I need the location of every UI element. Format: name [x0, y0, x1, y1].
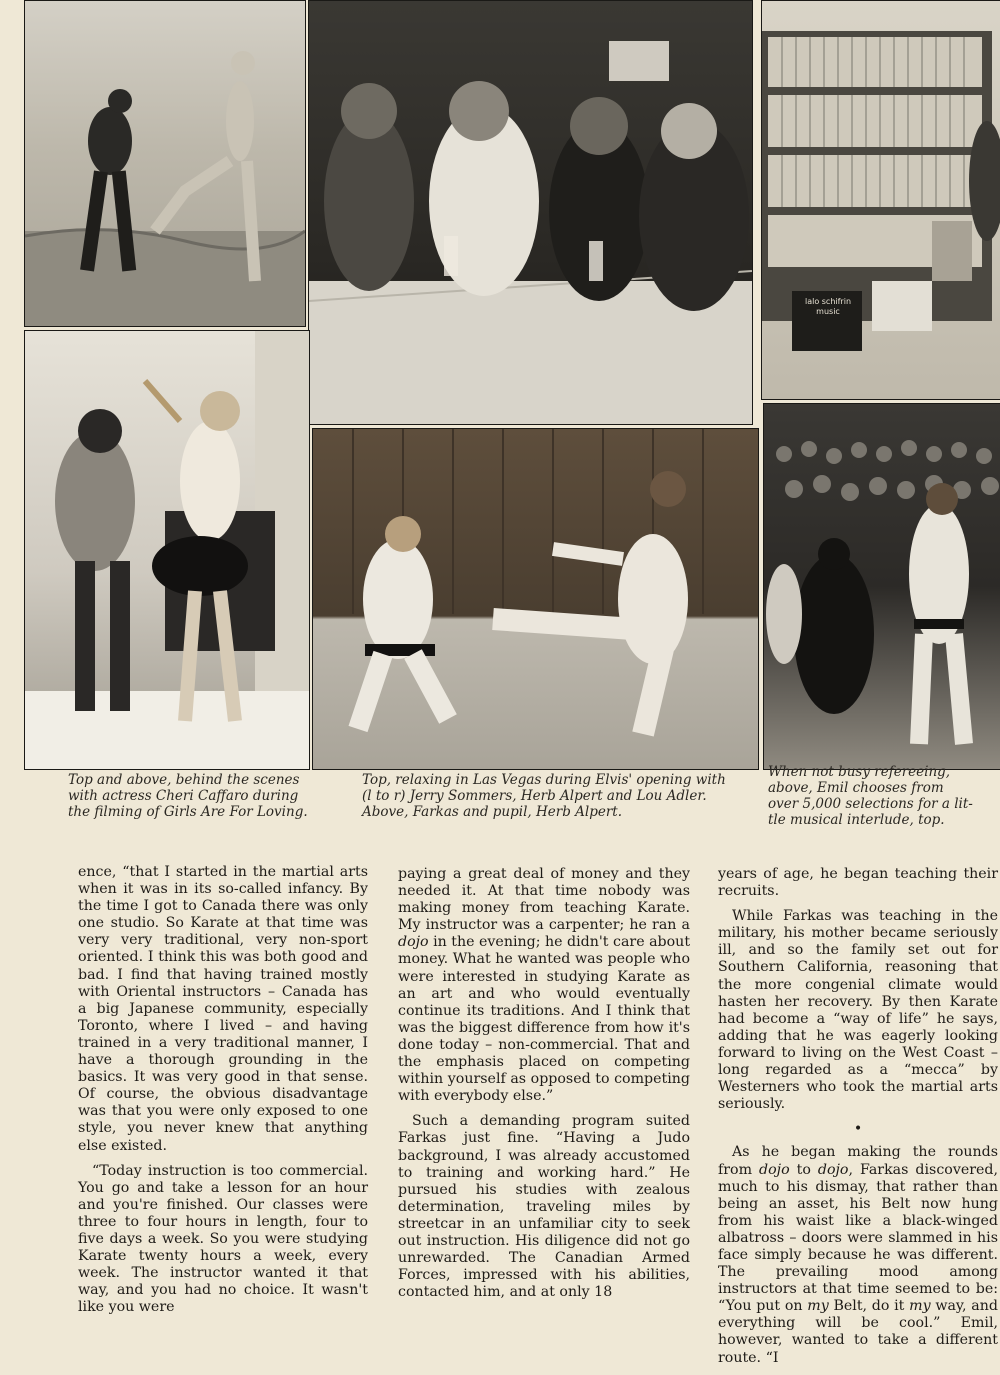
paragraph: ence, “that I started in the martial arts when it was in its so-called infancy. By the time I got to Canada there was only one studio. So Karate at that time was very very traditional, very non-sport oriented. I think this was both good and bad. I find that having trained mostly with Oriental instructors – Canada has a big Japanese community, especially Toronto, where I lived – and having trained in a very traditional manner, I have a thorough grounding in the basics. It was very good in that sense. Of course, the obvious disadvantage was that you were only exposed to one style, you never knew that anything else existed. — [78, 864, 368, 1154]
caption-left: Top and above, behind the scenes with actress Cheri Caffaro during the filming of Girls Are For Loving. — [68, 772, 308, 820]
paragraph: “Today instruction is too commercial. You go and take a lesson for an hour and you're finished. Our classes were three to four hours in length, four to five days a week. So you were studying Karate twenty hours a week, every week. The instructor wanted it that way, and you had no choice. It wasn't like you were — [78, 1162, 368, 1316]
caption-center: Top, relaxing in Las Vegas during Elvis' opening with (l to r) Jerry Sommers, Herb Alpert and Lou Adler. Above, Farkas and pupil, Herb Alpert. — [362, 772, 726, 820]
paragraph: years of age, he began teaching their recruits. — [718, 866, 998, 900]
article-column-1 — [78, 864, 368, 1324]
photo-beach-kick — [24, 0, 306, 327]
photo-tournament-referee — [763, 403, 1000, 770]
photo-nunchaku-scene — [24, 330, 310, 770]
photo-record-collection — [761, 0, 1000, 400]
photo-las-vegas-group — [308, 0, 753, 425]
paragraph: paying a great deal of money and they needed it. At that time nobody was making money from teaching Karate. My instructor was a carpenter; he ran a dojo in the evening; he didn't care about money. What he wanted was people who were interested in studying Karate as an art and who would eventually continue its traditions. And I think that was the biggest difference from how it's done today – non-commercial. That and the emphasis placed on competing within yourself as opposed to competing with everybody else.” — [398, 866, 691, 1105]
caption-right: When not busy refereeing, above, Emil chooses from over 5,000 selections for a lit- tle musical interlude, top. — [768, 764, 973, 828]
section-separator: • — [853, 1121, 863, 1138]
record-label-text: lalo schifrin music — [804, 297, 852, 316]
article-column-3 — [718, 866, 998, 1375]
paragraph: Such a demanding program suited Farkas just fine. “Having a Judo background, I was already accustomed to training and working hard.” He pursued his studies with zealous determination, traveling miles by streetcar in an unfamiliar city to seek out instruction. His diligence did not go unrewarded. The Canadian Armed Forces, impressed with his abilities, contacted him, and at only 18 — [398, 1113, 690, 1301]
article-column-2 — [398, 866, 690, 1309]
paragraph: While Farkas was teaching in the military, his mother became seriously ill, and so the family set out for Southern California, reasoning that the more congenial climate would hasten her recovery. By then Karate had become a “way of life” he says, adding that he was eagerly looking forward to living on the West Coast – long regarded as a “mecca” by Westerners who took the martial arts seriously. — [718, 908, 998, 1113]
paragraph: As he began making the rounds from dojo to dojo, Farkas discovered, much to his dismay, that rather than being an asset, his Belt now hung from his waist like a black-winged albatross – doors were slammed in his face simply because he was different. The prevailing mood among instructors at that time seemed to be: “You put on my Belt, do it my way, and everything will be cool.” Emil, however, wanted to take a different route. “I — [718, 1144, 998, 1366]
photo-dojo-kick — [312, 428, 759, 770]
